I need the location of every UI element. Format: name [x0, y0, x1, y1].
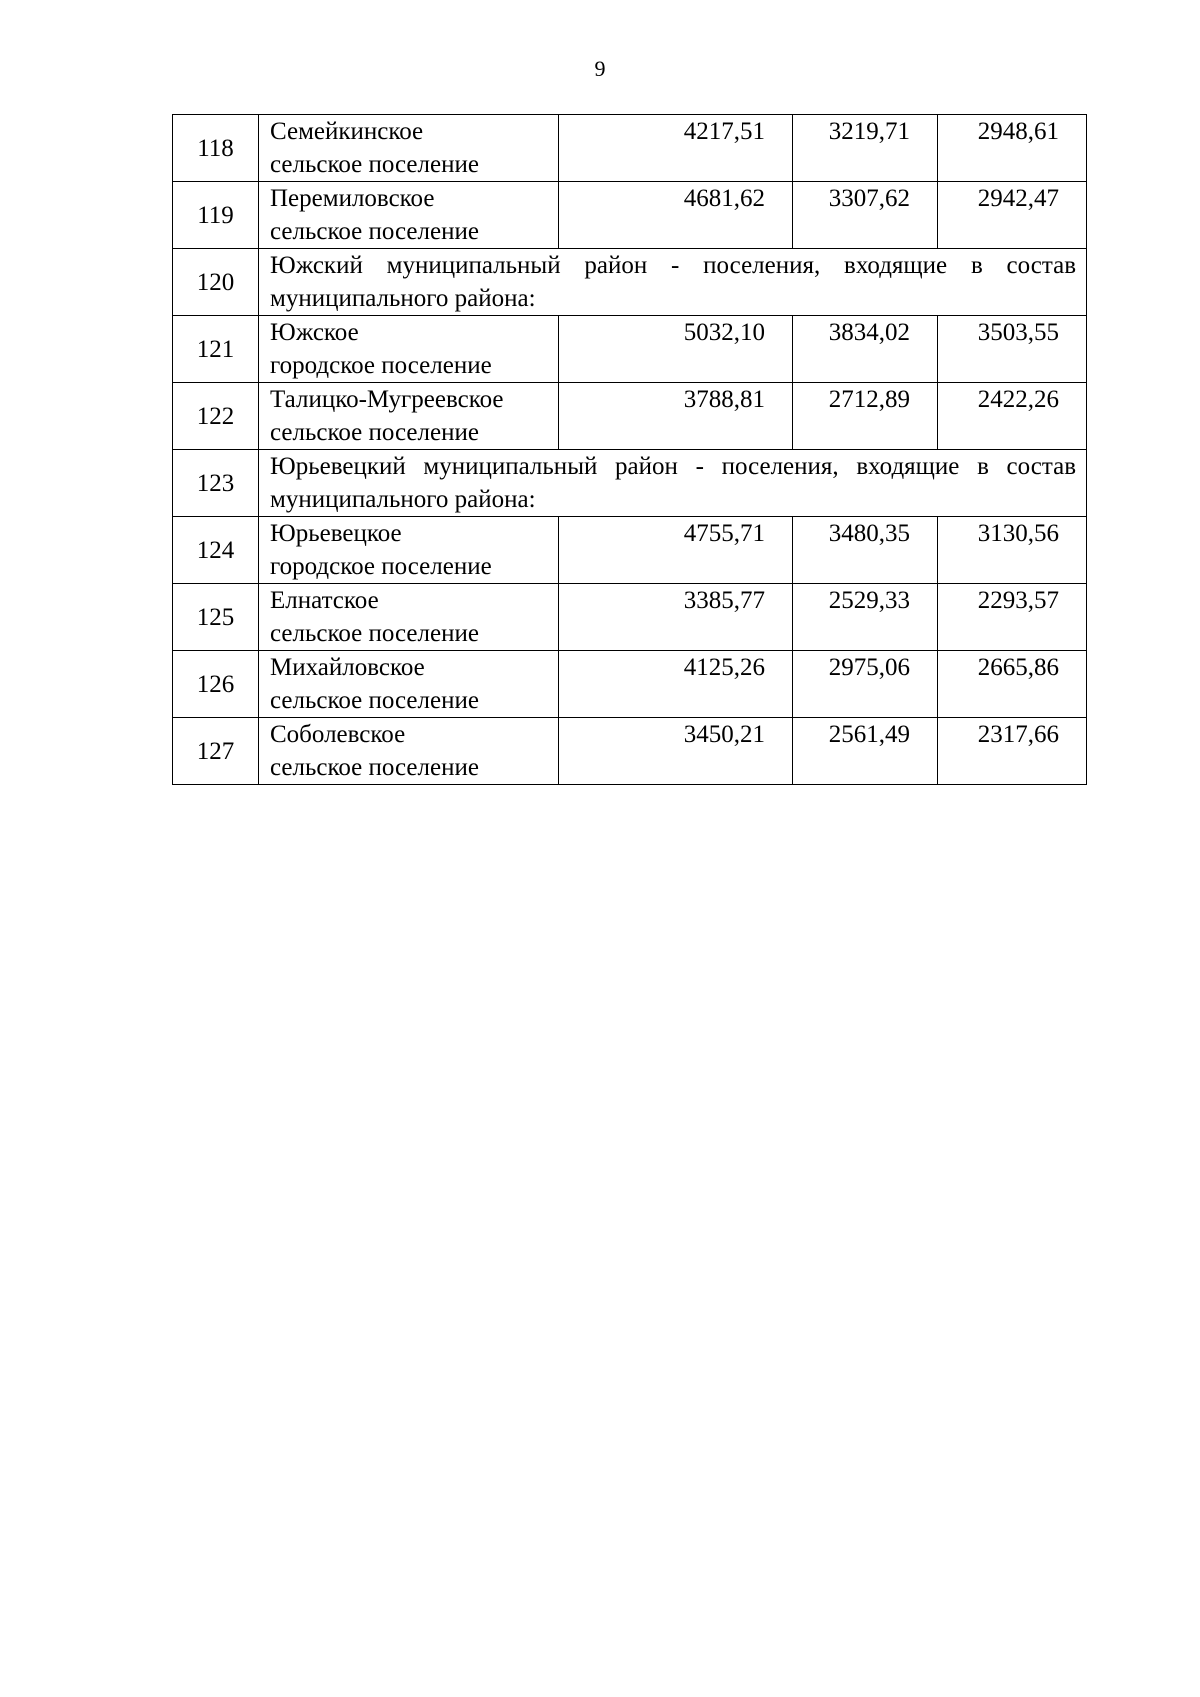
settlement-name: Соболевское сельское поселение	[259, 718, 559, 785]
settlement-name: Перемиловское сельское поселение	[259, 182, 559, 249]
value-cell-1: 3385,77	[559, 584, 793, 651]
row-number: 123	[173, 450, 259, 517]
value-cell-1: 3788,81	[559, 383, 793, 450]
settlement-name: Михайловское сельское поселение	[259, 651, 559, 718]
value-cell-2: 2975,06	[793, 651, 938, 718]
value-cell-3: 2422,26	[938, 383, 1087, 450]
row-number: 126	[173, 651, 259, 718]
row-number: 125	[173, 584, 259, 651]
district-heading: Юрьевецкий муниципальный район - поселения, входящие в состав муниципального района:	[259, 450, 1087, 517]
table-row-district	[173, 450, 1087, 517]
table-row	[173, 718, 1087, 785]
value-cell-2: 2712,89	[793, 383, 938, 450]
value-cell-2: 3307,62	[793, 182, 938, 249]
row-number: 122	[173, 383, 259, 450]
settlement-name: Юрьевецкое городское поселение	[259, 517, 559, 584]
value-cell-3: 3503,55	[938, 316, 1087, 383]
row-number: 121	[173, 316, 259, 383]
value-cell-2: 3219,71	[793, 115, 938, 182]
row-number: 124	[173, 517, 259, 584]
table-row	[173, 517, 1087, 584]
district-heading: Южский муниципальный район - поселения, входящие в состав муниципального района:	[259, 249, 1087, 316]
table-row	[173, 651, 1087, 718]
settlement-name: Южское городское поселение	[259, 316, 559, 383]
value-cell-1: 4125,26	[559, 651, 793, 718]
value-cell-2: 2561,49	[793, 718, 938, 785]
value-cell-1: 4217,51	[559, 115, 793, 182]
value-cell-3: 3130,56	[938, 517, 1087, 584]
row-number: 118	[173, 115, 259, 182]
value-cell-1: 4755,71	[559, 517, 793, 584]
value-cell-2: 2529,33	[793, 584, 938, 651]
page-number: 9	[594, 56, 606, 81]
table-row	[173, 182, 1087, 249]
table-row	[173, 584, 1087, 651]
row-number: 120	[173, 249, 259, 316]
settlement-name: Семейкинское сельское поселение	[259, 115, 559, 182]
settlements-table	[172, 114, 1087, 785]
value-cell-2: 3480,35	[793, 517, 938, 584]
table-row	[173, 115, 1087, 182]
settlement-name: Елнатское сельское поселение	[259, 584, 559, 651]
value-cell-1: 3450,21	[559, 718, 793, 785]
row-number: 119	[173, 182, 259, 249]
table-row-district	[173, 249, 1087, 316]
value-cell-3: 2317,66	[938, 718, 1087, 785]
value-cell-3: 2665,86	[938, 651, 1087, 718]
settlement-name: Талицко-Мугреевское сельское поселение	[259, 383, 559, 450]
value-cell-3: 2293,57	[938, 584, 1087, 651]
table-row	[173, 383, 1087, 450]
value-cell-1: 5032,10	[559, 316, 793, 383]
value-cell-2: 3834,02	[793, 316, 938, 383]
value-cell-3: 2948,61	[938, 115, 1087, 182]
value-cell-3: 2942,47	[938, 182, 1087, 249]
table-row	[173, 316, 1087, 383]
value-cell-1: 4681,62	[559, 182, 793, 249]
row-number: 127	[173, 718, 259, 785]
